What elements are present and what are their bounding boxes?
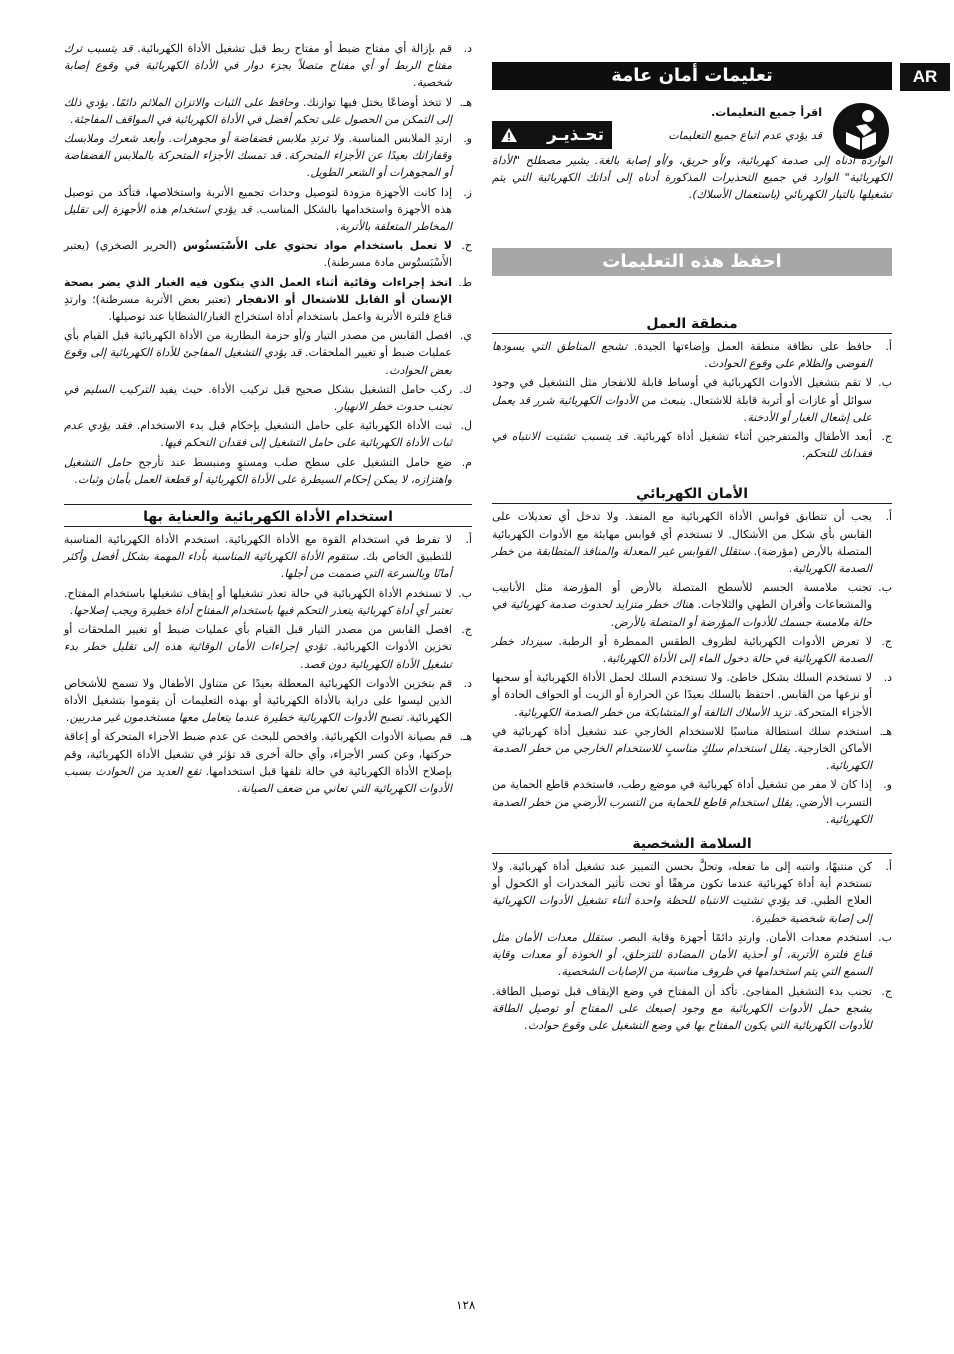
item-normal-text: كن منتبهًا، وانتبه إلى ما تفعله، وتحلَّ بحسن التمييز عند تشغيل أداة كهربائية. ولا تستخدم أية أداة كهربائية عندما تكون مرهقًا أو تحت تأثير المخدرات أو الكحول أو العلاج الطبي. xyxy=(492,860,873,908)
item-italic-text: وحافظ على الثبات والاتزان الملائم دائمًا. يؤدي ذلك إلى التمكن من الحصول على تحكم أفضل في الأداة الكهربائية في المواقف المفاجئة. xyxy=(64,95,452,126)
item-marker: ج. xyxy=(881,430,892,444)
item-text xyxy=(492,776,872,828)
item-text xyxy=(492,858,872,927)
list-item xyxy=(492,858,892,927)
item-marker: م. xyxy=(461,455,472,469)
item-italic-text: يشجع حمل الأدوات الكهربائية مع وجود إصبعك على المفتاح أو توصيل الطاقة للأدوات الكهربائية التي يكون المفتاح بها في وضع التشغيل على وقوع حوادث. xyxy=(492,1001,872,1032)
item-italic-text: تزيد الأسلاك التالفة أو المتشابكة من خطر الصدمة الكهربائية. xyxy=(514,705,791,719)
warning-triangle-icon xyxy=(500,127,518,143)
work-area-list xyxy=(492,338,892,462)
item-italic-text: قد يؤدي استخدام هذه الأجهزة إلى تقليل المخاطر المتعلقة بالأتربة. xyxy=(64,202,452,234)
language-badge: AR xyxy=(900,63,950,91)
item-italic-text: تشجع المناطق التي يسودها الفوضى والظلام على وقوع الحوادث. xyxy=(492,340,872,371)
list-item xyxy=(64,40,472,92)
item-italic-text: حامل التشغيل واهتزازه، لا يمكن إحكام السيطرة على الأداة الكهربائية أو قطعة العمل بأمان وثبات. xyxy=(64,455,452,486)
item-text xyxy=(64,130,452,182)
item-text xyxy=(64,728,452,797)
list-item xyxy=(492,338,892,372)
item-marker: ب. xyxy=(878,930,892,944)
item-text xyxy=(64,184,452,236)
item-normal-text: إذا كانت الأجهزة مزودة لتوصيل وحدات تجميع الأتربة واستخلاصها، فتأكد من توصيل هذه الأجهزة واستخدامها بالشكل المناسب. xyxy=(64,185,452,216)
item-normal-text: افصل القابس من مصدر التيار و/أو حزمة البطارية من الأداة الكهربائية قبل القيام بأي عمليات ضبط أو تغيير الملحقات. xyxy=(64,329,452,360)
item-marker: د. xyxy=(883,671,892,685)
item-italic-text: فقد يؤدي عدم ثبات الأداة الكهربائية على حامل التشغيل إلى فقدان التحكم فيها. xyxy=(64,419,452,450)
list-item xyxy=(64,130,472,182)
list-item xyxy=(492,374,892,426)
item-normal-text: ركب حامل التشغيل بشكل صحيح قبل تركيب الأداة. حيث يفيد xyxy=(159,382,453,396)
general-safety-title: تعليمات أمان عامة xyxy=(492,62,892,90)
item-normal-text: تجنب بدء التشغيل المفاجئ. تأكد أن المفتاح في وضع الإيقاف قبل توصيل الطاقة. xyxy=(492,984,872,998)
item-marker: ج. xyxy=(461,623,472,637)
item-normal-text: قم بإزالة أي مفتاح ضبط أو مفتاح ربط قبل تشغيل الأداة الكهربائية. xyxy=(137,42,452,55)
item-marker: ك. xyxy=(459,382,472,396)
item-marker: ب. xyxy=(878,376,892,390)
list-item xyxy=(492,508,892,577)
item-text xyxy=(492,983,872,1035)
item-marker: د. xyxy=(463,42,472,55)
list-item xyxy=(492,428,892,462)
item-normal-text: حافظ على نظافة منطقة العمل وإضاءتها الجيدة. xyxy=(633,340,872,353)
item-normal-text: لا تقم بتشغيل الأدوات الكهربائية في أوساط قابلة للانفجار مثل التشغيل في وجود سوائل أو غازات أو أتربة قابلة للاشتعال. xyxy=(492,376,872,407)
item-text xyxy=(492,338,872,372)
item-marker: ي. xyxy=(459,329,472,343)
item-text xyxy=(64,454,452,488)
item-italic-text: قد يؤدي تشتيت الانتباه للحظة واحدة أثناء تشغيل الأدوات الكهربائية إلى إصابة شخصية خطيرة. xyxy=(492,894,872,925)
item-italic-text: ولا ترتدِ ملابس فضفاضة أو مجوهرات. وأبعد شعرك وملابسك وقفازاتك بعيدًا عن الأجزاء المتحركة. قد تمسك الأجزاء المتحركة بالملابس الفضفاضة أو المجوهرات أو الشعر الطويل. xyxy=(64,132,452,180)
item-normal-text: (تعتبر بعض الأتربة مسرطنة)؛ وارتدِ قناع فلترة الأتربة واعمل باستخدام أداة استخراج الغبار/الشظايا عند توصيلها. xyxy=(64,292,452,324)
item-normal-text: لا تفرط في استخدام القوة مع الأداة الكهربائية. استخدم الأداة الكهربائية المناسبة للتطبيق الخاص بك. xyxy=(64,533,453,564)
item-normal-text: قم بصيانة الأدوات الكهربائية. وافحص للبحث عن عدم ضبط الأجزاء المتحركة أو إعاقة حركتها، وعن كسر الأجزاء، وأي حالة أخرى قد تؤثر في تشغيل الأداة الكهربائية، وقم بإصلاح الأداة الكهربائية في حالة تلفها قبل استخدامها. xyxy=(64,730,453,778)
item-text xyxy=(64,675,452,727)
item-marker: ج. xyxy=(881,984,892,998)
work-area-heading: منطقة العمل xyxy=(492,316,892,334)
item-bold-text: لا تعمل باستخدام مواد تحتوي على الأَسْبَستُوس xyxy=(182,239,452,253)
item-italic-text: قد يتسبب تشتيت الانتباه في فقدانك للتحكم. xyxy=(492,430,872,461)
item-text xyxy=(64,531,452,583)
warning-text-2: الواردة أدناه إلى صدمة كهربائية، و/أو حريق، و/أو إصابة بالغة. يشير مصطلح "الأداة الكهربائية" الوارد في جميع التحذيرات المذكورة أدناه إلى أداتك الكهربائية التي يتم تشغيلها بالتيار الكهربائي (باستعمال الأسلاك). xyxy=(492,154,892,201)
tool-use-list xyxy=(64,531,472,797)
item-normal-text: افصل القابس من مصدر التيار قبل القيام بأي عمليات ضبط أو تغيير الملحقات أو تخزين الأدوات الكهربائية. xyxy=(64,623,453,654)
item-marker: د. xyxy=(463,676,472,690)
item-text xyxy=(64,417,452,451)
item-text xyxy=(64,327,452,379)
item-marker: أ. xyxy=(885,340,892,353)
list-item xyxy=(64,585,472,619)
list-item xyxy=(64,274,472,326)
item-marker: ط. xyxy=(458,275,472,289)
item-text xyxy=(64,381,452,415)
item-normal-text: إذا كان لا مفر من تشغيل أداة كهربائية في موضع رطب، فاستخدم قاطع الحماية من التسرب الأرضي. xyxy=(492,778,873,809)
item-text xyxy=(64,94,452,128)
list-item xyxy=(64,728,472,797)
item-normal-text: ارتدِ الملابس المناسبة. xyxy=(348,132,452,146)
item-normal-text: استخدم معدات الأمان. وارتدِ دائمًا أجهزة وقاية البصر. xyxy=(617,930,873,944)
list-item xyxy=(492,579,892,631)
list-item xyxy=(492,669,892,721)
item-text xyxy=(64,274,452,326)
personal-safety-list xyxy=(492,858,892,1034)
item-normal-text: تجنب ملامسة الجسم للأسطح المتصلة بالأرض أو المؤرضة مثل الأنابيب والمشعاعات وأفران الطهي والثلاجات. xyxy=(492,581,873,612)
item-italic-text: التركيب السليم في تجنب حدوث خطر الانهيار. xyxy=(64,382,452,414)
item-normal-text: ضع حامل التشغيل على سطح صلب ومستوٍ ومنبسط عند تأرجح xyxy=(138,455,452,469)
item-marker: ج. xyxy=(881,634,892,648)
item-normal-text: لا تستخدم السلك بشكل خاطئ. ولا تستخدم السلك لحمل الأداة الكهربائية أو سحبها أو نزعها من القابس. احتفظ بالسلك بعيدًا عن الحرارة أو الزيت أو الحواف الحادة أو الأجزاء المتحركة. xyxy=(492,671,872,719)
item-normal-text: استخدم سلك استطالة مناسبًا للاستخدام الخارجي عند تشغيل أداة كهربائية في الأماكن الخارجية. xyxy=(492,724,872,756)
item-marker: ل. xyxy=(460,419,472,433)
item-marker: أ. xyxy=(885,860,892,874)
list-item xyxy=(64,381,472,415)
item-text xyxy=(492,508,872,577)
personal-safety-heading: السلامة الشخصية xyxy=(492,836,892,854)
item-italic-text: تصبح الأدوات الكهربائية خطيرة عندما يتعامل معها مستخدمون غير مدربين. xyxy=(66,711,403,725)
item-marker: و. xyxy=(463,132,472,146)
item-italic-text: قد يتسبب ترك مفتاح الربط أو أي مفتاح متصلاً بجزء دوار في الأداة الكهربائية في وقوع إصابة شخصية. xyxy=(64,42,452,90)
item-text xyxy=(492,428,872,462)
warning-label: تحـذيـر xyxy=(546,124,604,145)
list-item xyxy=(64,184,472,236)
keep-instructions-title: احفظ هذه التعليمات xyxy=(492,248,892,276)
item-italic-text: هناك خطر متزايد لحدوث صدمة كهربائية في حالة ملامسة جسمك للأدوات المؤرضة أو المتصلة بالأرض. xyxy=(492,598,872,629)
item-marker: ب. xyxy=(878,581,892,595)
item-normal-text: قم بتخزين الأدوات الكهربائية المعطلة بعيدًا عن متناول الأطفال ولا تسمح للأشخاص الذين ليسوا على دراية بالأداة الكهربائية أو بهذه التعليمات أن يقوموا بتشغيل الأداة الكهربائية. xyxy=(64,676,452,725)
electrical-safety-list xyxy=(492,508,892,828)
list-item xyxy=(64,94,472,128)
section-divider xyxy=(64,504,472,505)
item-text xyxy=(492,723,872,775)
electrical-safety-heading: الأمان الكهربائي xyxy=(492,486,892,504)
page-number: ١٢٨ xyxy=(456,1298,476,1312)
list-item xyxy=(64,621,472,673)
item-text xyxy=(64,621,452,673)
right-column xyxy=(492,40,892,1036)
item-text xyxy=(492,579,872,631)
item-text xyxy=(64,585,452,619)
item-marker: أ. xyxy=(885,510,892,524)
item-italic-text: يقلل استخدام سلكٍ مناسبٍ للاستخدام الخارجي من خطر الصدمة الكهربائية. xyxy=(492,742,872,773)
item-text xyxy=(492,929,872,981)
tool-use-heading: استخدام الأداة الكهربائية والعناية بها xyxy=(64,509,472,527)
item-marker: و. xyxy=(883,778,892,792)
item-italic-text: تؤدي إجراءات الأمان الوقائية هذه إلى تقليل خطر بدء تشغيل الأداة الكهربائية دون قصد. xyxy=(64,640,452,671)
item-marker: ب. xyxy=(458,586,472,600)
list-item xyxy=(64,531,472,583)
list-item xyxy=(64,454,472,488)
item-italic-text: تقع العديد من الحوادث بسبب الأدوات الكهربائية التي تعاني من ضعف الصيانة. xyxy=(64,764,452,795)
item-italic-text: ينبعث من الأدوات الكهربائية شرر قد يعمل على إشعال الغبار أو الأدخنة. xyxy=(492,393,872,424)
left-column xyxy=(64,40,472,799)
read-all-instructions: اقرأ جميع التعليمات. xyxy=(711,106,822,119)
item-normal-text: (الحرير الصخري) (يعتبر الأَسْبَستُوس مادة مسرطنة). xyxy=(64,239,452,270)
list-item xyxy=(492,776,892,828)
item-text xyxy=(492,374,872,426)
item-normal-text: أبعد الأطفال والمتفرجين أثناء تشغيل أداة كهربائية. xyxy=(633,430,872,444)
list-item xyxy=(492,983,892,1035)
item-italic-text: ستقوم الأداة الكهربائية المناسبة بأداء المهمة بشكل أفضل وأكثر أمانًا وبالسرعة التي صممت من أجلها. xyxy=(64,550,452,581)
item-normal-text: ثبت الأداة الكهربائية على حامل التشغيل بإحكام قبل بدء الاستخدام. xyxy=(136,419,453,433)
item-italic-text: قد يؤدي التشغيل المفاجئ للأداة الكهربائية إلى وقوع بعض الحوادث. xyxy=(64,346,452,377)
list-item xyxy=(64,237,472,271)
item-normal-text: لا تعرض الأدوات الكهربائية لظروف الطقس الممطرة أو الرطبة. xyxy=(558,634,872,648)
warning-text-1: قد يؤدي عدم اتباع جميع التعليمات xyxy=(668,128,822,142)
warning-label-pill xyxy=(492,121,612,149)
item-normal-text: لا تستخدم الأداة الكهربائية في حالة تعذر تشغيلها أو إيقاف تشغيلها باستخدام المفتاح. xyxy=(64,586,452,600)
list-item xyxy=(492,633,892,667)
warning-box xyxy=(492,100,892,208)
list-item xyxy=(492,723,892,775)
list-item xyxy=(64,417,472,451)
list-item xyxy=(64,675,472,727)
item-text xyxy=(492,633,872,667)
item-normal-text: لا تتخذ أوضاعًا يختل فيها توازنك. xyxy=(303,95,452,109)
item-marker: هـ. xyxy=(459,730,472,744)
list-item xyxy=(492,929,892,981)
item-text xyxy=(64,237,452,271)
item-normal-text: يجب أن تتطابق قوابس الأداة الكهربائية مع المنفذ. ولا تدخل أي تعديلات على القابس بأي شكل من الأشكال. لا تستخدم أي قوابس مهايئة مع الأدوات الكهربائية المتصلة بالأرض (مؤرضة). xyxy=(492,510,872,558)
item-text xyxy=(64,40,452,92)
item-italic-text: تعتبر أي أداة كهربائية يتعذر التحكم فيها باستخدام المفتاح أداة خطيرة ويجب إصلاحها. xyxy=(69,603,452,617)
list-item xyxy=(64,327,472,379)
item-bold-text: اتخذ إجراءات وقائية أثناء العمل الذي يتكون فيه الغبار الذي يضر بصحة الإنسان أو القابل للاشتعال أو الانفجار xyxy=(64,275,452,306)
item-marker: ح. xyxy=(461,239,472,253)
item-italic-text: ستقلل القوابس غير المعدلة والمنافذ المتطابقة من خطر الصدمة الكهربائية. xyxy=(492,544,872,576)
item-italic-text: يقلل استخدام قاطع للحماية من التسرب الأرضي من خطر الصدمة الكهربائية. xyxy=(492,795,872,826)
item-italic-text: سيزداد خطر الصدمة الكهربائية في حالة دخول الماء إلى الأداة الكهربائية. xyxy=(492,634,872,666)
item-marker: أ. xyxy=(465,533,472,547)
personal-safety-list-continued xyxy=(64,40,472,488)
item-italic-text: ستقلل معدات الأمان مثل قناع فلترة الأتربة، أو أحذية الأمان المضادة للتزحلق، أو الخوذة أو معدات وقاية السمع التي يتم استخدامها في ظروف مناسبة من الإصابات الشخصية. xyxy=(492,930,872,979)
item-marker: هـ. xyxy=(879,724,892,738)
item-marker: ز. xyxy=(463,185,472,199)
item-text xyxy=(492,669,872,721)
item-marker: هـ. xyxy=(459,95,472,109)
